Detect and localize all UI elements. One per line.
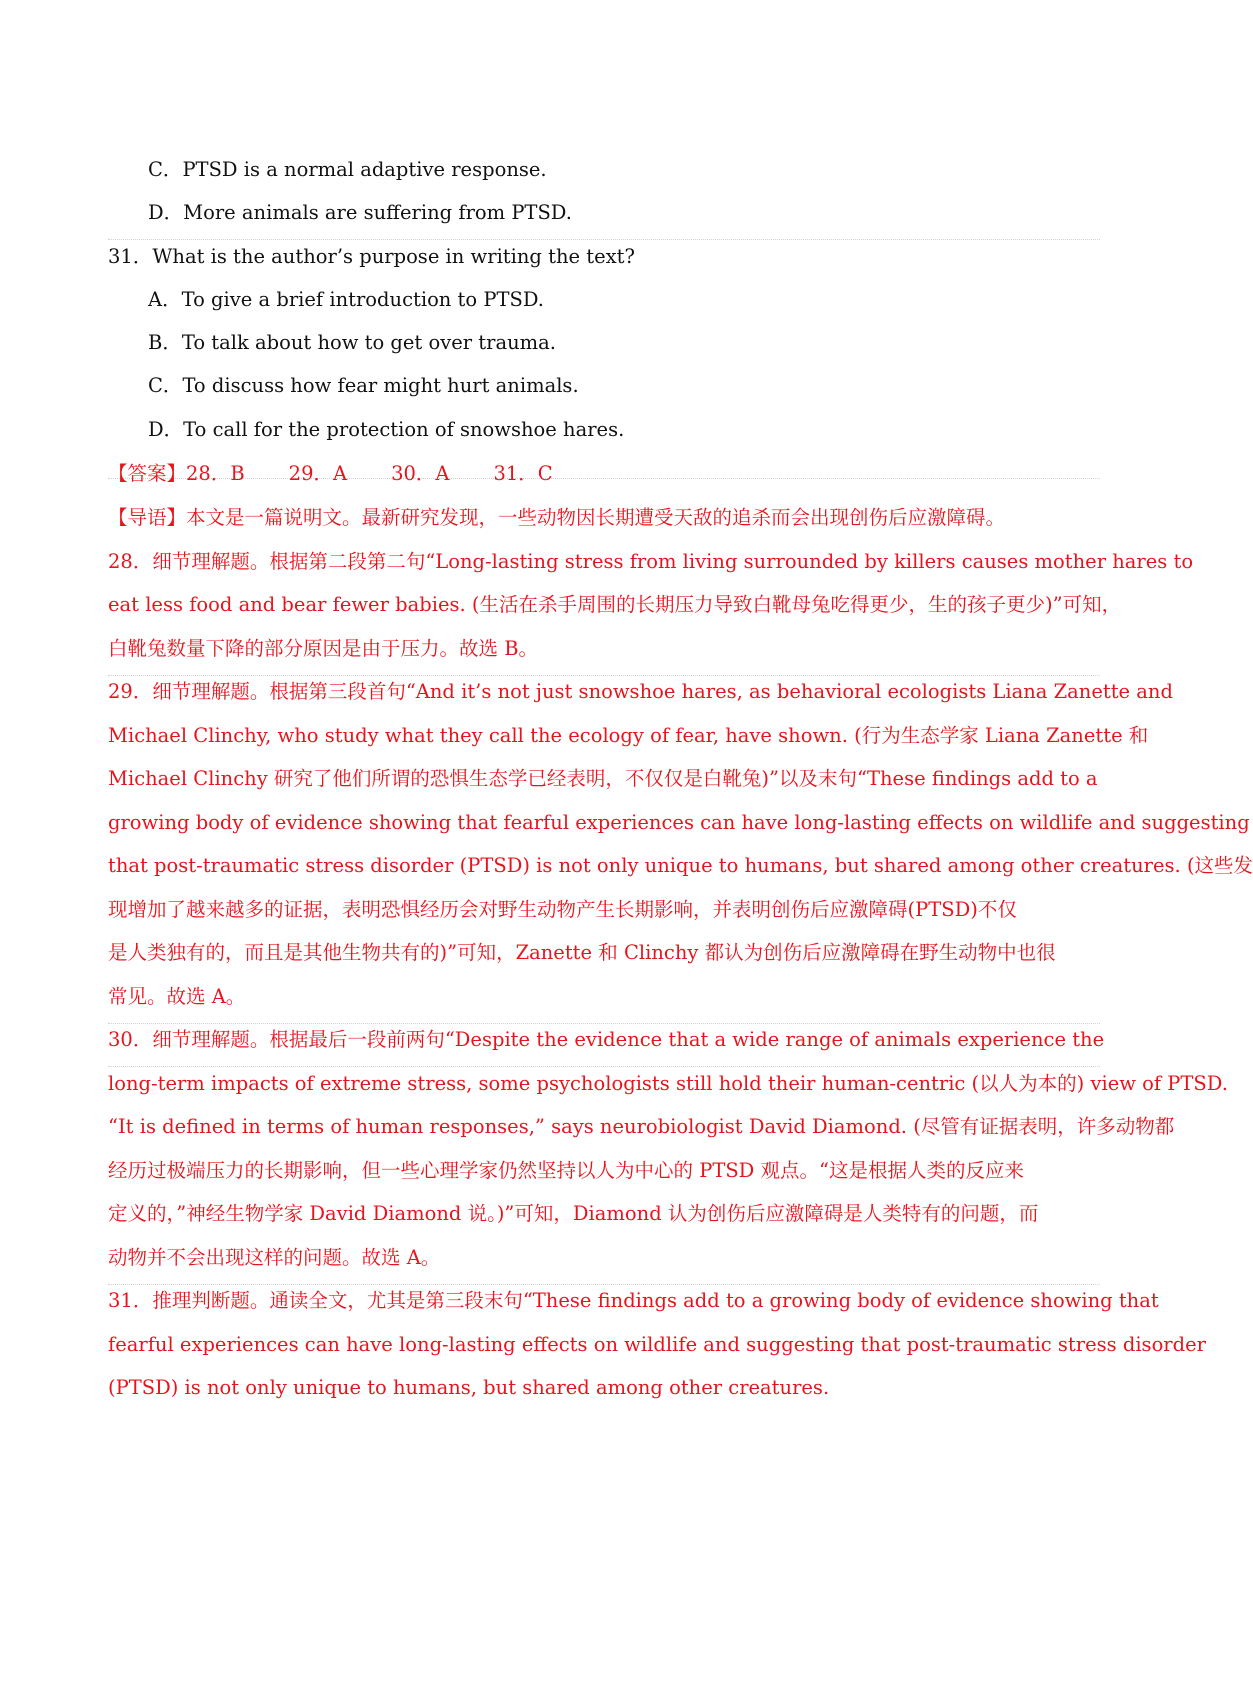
explanation-31-line: (PTSD) is not only unique to humans, but shared among other creatures. bbox=[108, 1376, 830, 1399]
answer-item: 30．A bbox=[391, 462, 450, 485]
explanation-28-line: 28．细节理解题。根据第二段第二句“Long-lasting stress from living surrounded by killers causes mother hares to bbox=[108, 550, 1194, 573]
intro-text: 【导语】本文是一篇说明文。最新研究发现，一些动物因长期遭受天敌的追杀而会出现创伤后应激障碍。 bbox=[108, 506, 1006, 529]
option-30-d: D．More animals are suffering from PTSD. bbox=[148, 201, 572, 224]
option-30-c: C．PTSD is a normal adaptive response. bbox=[148, 158, 547, 181]
option-31-b: B．To talk about how to get over trauma. bbox=[148, 331, 556, 354]
option-letter: A bbox=[148, 288, 163, 311]
explanation-30-line: 定义的，”神经生物学家 David Diamond 说。)”可知，Diamond 认为创伤后应激障碍是人类特有的问题，而 bbox=[108, 1202, 1039, 1225]
option-text: To call for the protection of snowshoe hares. bbox=[183, 418, 625, 441]
explanation-28-line: 白靴兔数量下降的部分原因是由于压力。故选 B。 bbox=[108, 637, 539, 660]
explanation-29-line: Michael Clinchy 研究了他们所谓的恐惧生态学已经表明，不仅仅是白靴兔)”以及末句“These findings add to a bbox=[108, 767, 1098, 790]
option-text: To discuss how fear might hurt animals. bbox=[182, 374, 579, 397]
explanation-29-line: that post-traumatic stress disorder (PTSD) is not only unique to humans, but shared among other creatures. (这些发 bbox=[108, 854, 1253, 877]
question-31: 31．What is the author’s purpose in writing the text? bbox=[108, 245, 635, 268]
explanation-31-line: fearful experiences can have long-lasting effects on wildlife and suggesting that post-traumatic stress disorder bbox=[108, 1333, 1206, 1356]
option-letter: C bbox=[148, 374, 163, 397]
explanation-30-line: long-term impacts of extreme stress, some psychologists still hold their human-centric (以人为本的) view of PTSD. bbox=[108, 1072, 1228, 1095]
option-letter: D bbox=[148, 201, 164, 224]
answer-item: 28．B bbox=[186, 462, 245, 485]
option-text: PTSD is a normal adaptive response. bbox=[182, 158, 547, 181]
option-letter: C bbox=[148, 158, 163, 181]
option-31-a: A．To give a brief introduction to PTSD. bbox=[148, 288, 544, 311]
option-text: More animals are suffering from PTSD. bbox=[183, 201, 572, 224]
explanation-29-line: 29．细节理解题。根据第三段首句“And it’s not just snowshoe hares, as behavioral ecologists Liana Zanette and bbox=[108, 680, 1173, 703]
answer-item: 31．C bbox=[493, 462, 553, 485]
option-text: To talk about how to get over trauma. bbox=[181, 331, 556, 354]
explanation-29-line: growing body of evidence showing that fearful experiences can have long-lasting effects on wildlife and suggesting bbox=[108, 811, 1250, 834]
answer-label: 【答案】 bbox=[108, 462, 187, 485]
answer-item: 29．A bbox=[288, 462, 348, 485]
option-31-d: D．To call for the protection of snowshoe hares. bbox=[148, 418, 625, 441]
explanation-30-line: “It is defined in terms of human responses,” says neurobiologist David Diamond. (尽管有证据表明，许多动物都 bbox=[108, 1115, 1175, 1138]
explanation-30-line: 经历过极端压力的长期影响，但一些心理学家仍然坚持以人为中心的 PTSD 观点。“这是根据人类的反应来 bbox=[108, 1159, 1024, 1182]
explanation-31-line: 31．推理判断题。通读全文，尤其是第三段末句“These findings add to a growing body of evidence showing that bbox=[108, 1289, 1159, 1312]
explanation-29-line: 是人类独有的，而且是其他生物共有的)”可知，Zanette 和 Clinchy 都认为创伤后应激障碍在野生动物中也很 bbox=[108, 941, 1056, 964]
explanation-29-line: 常见。故选 A。 bbox=[108, 985, 246, 1008]
option-letter: B bbox=[148, 331, 163, 354]
explanation-30-line: 动物并不会出现这样的问题。故选 A。 bbox=[108, 1246, 441, 1269]
explanation-29-line: Michael Clinchy, who study what they call the ecology of fear, have shown. (行为生态学家 Liana Zanette 和 bbox=[108, 724, 1149, 747]
option-letter: D bbox=[148, 418, 164, 441]
option-31-c: C．To discuss how fear might hurt animals. bbox=[148, 374, 579, 397]
question-text: What is the author’s purpose in writing the text? bbox=[152, 245, 635, 268]
explanation-28-line: eat less food and bear fewer babies. (生活在杀手周围的长期压力导致白靴母兔吃得更少，生的孩子更少)”可知， bbox=[108, 593, 1122, 616]
answer-line bbox=[108, 450, 1098, 497]
explanation-29-line: 现增加了越来越多的证据，表明恐惧经历会对野生动物产生长期影响，并表明创伤后应激障碍(PTSD)不仅 bbox=[108, 898, 1017, 921]
explanation-30-line: 30．细节理解题。根据最后一段前两句“Despite the evidence that a wide range of animals experience the bbox=[108, 1028, 1105, 1051]
question-number: 31 bbox=[108, 245, 133, 268]
option-text: To give a brief introduction to PTSD. bbox=[181, 288, 544, 311]
